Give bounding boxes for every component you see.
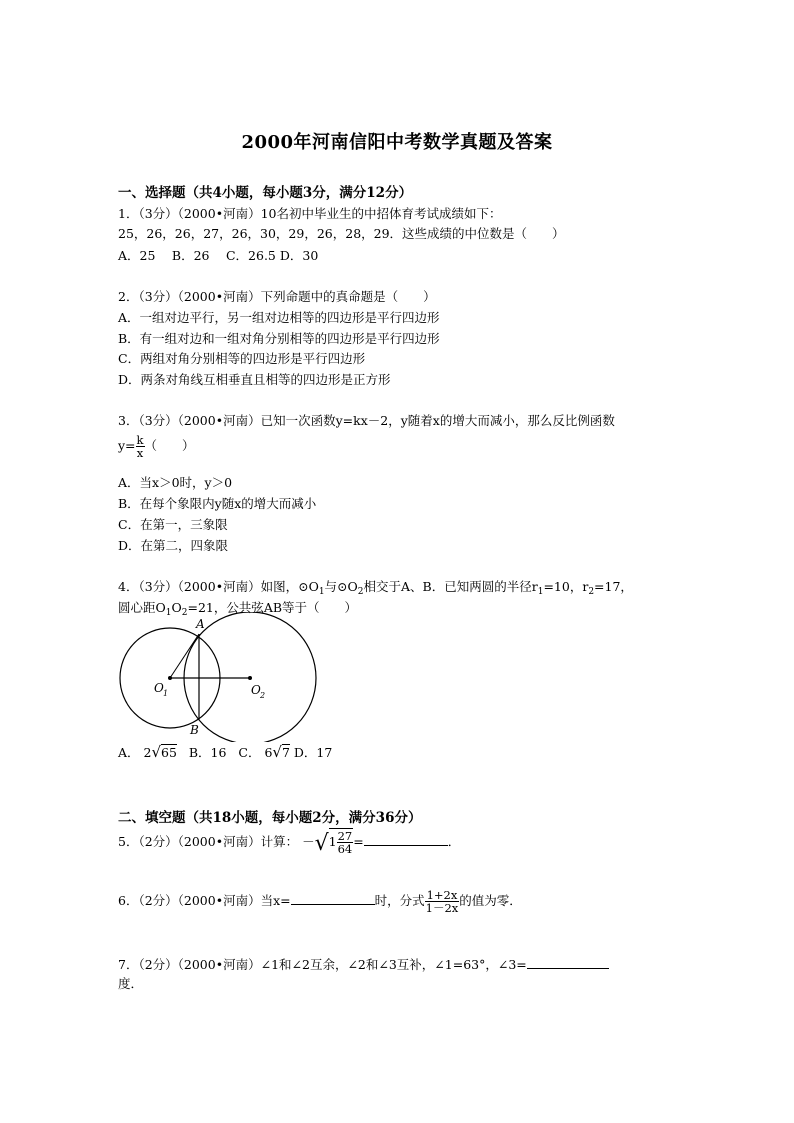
q4-opt-c-value: [264, 745, 289, 760]
section-heading-fill: 二、填空题（共18小题，每小题2分，满分36分）: [118, 810, 422, 826]
q4-sub: 1: [537, 587, 544, 597]
q5-answer-blank[interactable]: [364, 833, 448, 846]
q4-stem-part: =17，: [594, 579, 633, 594]
q1-stem-scores: 25，26，26，27，26，30，29，26，28，29．这些成绩的中位数是（ ）: [118, 226, 565, 241]
q3-option-a: A．当x＞0时，y＞0: [118, 475, 233, 490]
q3-stem: 3．（3分）（2000•河南）已知一次函数y=kx－2，y随着x的增大而减小，那么反比例函数: [118, 413, 615, 428]
center-point-o1: [168, 676, 172, 680]
q4-stem-part: =10，r: [543, 579, 589, 594]
q4-options: [118, 743, 332, 761]
q4-opt-c-radicand: 7: [281, 745, 290, 760]
q3-paren: （ ）: [144, 438, 195, 454]
q2-stem: 2．（3分）（2000•河南）下列命题中的真命题是（ ）: [118, 289, 436, 304]
q4-opt-c-label: C．: [238, 745, 261, 760]
q2-option-c: C．两组对角分别相等的四边形是平行四边形: [118, 351, 366, 366]
q4-opt-c-coef: 6: [264, 745, 273, 760]
q4-circles-figure: [112, 612, 327, 742]
q4-opt-a-coef: 2: [143, 745, 152, 760]
q4-stem-part: 4．（3分）（2000•河南）如图，⊙O: [118, 579, 319, 594]
q5-frac-den: 64: [337, 842, 353, 857]
q4-opt-a-label: A．: [118, 745, 140, 760]
q4-stem: [118, 577, 633, 597]
label-o2-sub: 2: [260, 691, 266, 700]
q4-opt-a-value: [144, 745, 177, 760]
q3-frac-num: k: [136, 433, 144, 447]
q4-stem-part: 圆心距O: [118, 600, 166, 615]
sqrt-icon: √: [151, 743, 162, 761]
q4-stem-part: =21，公共弦AB等于（ ）: [187, 600, 358, 615]
q4-stem-part: O: [171, 600, 182, 615]
page-title: 2000年河南信阳中考数学真题及答案: [241, 132, 553, 153]
q4-sub: 2: [181, 608, 188, 618]
q7-answer-blank[interactable]: [527, 956, 609, 969]
q3-frac-den: x: [136, 446, 144, 461]
q5-eq: =: [353, 834, 364, 850]
q4-stem-part: 相交于A、B．已知两圆的半径r: [363, 579, 538, 594]
center-point-o2: [248, 676, 252, 680]
q5-fraction: [337, 830, 354, 855]
q5-frac-num: 27: [337, 829, 353, 843]
q4-opt-b: B．16: [188, 745, 227, 760]
q6-mid: 时，分式: [374, 893, 425, 909]
q3-option-b: B．在每个象限内y随x的增大而减小: [118, 496, 317, 511]
q3-fraction: [136, 434, 145, 459]
sqrt-icon: √: [272, 743, 282, 761]
q6-line: [118, 889, 522, 914]
q5-end: ．: [447, 834, 461, 850]
q5-line: [118, 828, 460, 856]
q4-sub: 1: [165, 608, 172, 618]
q4-opt-d: D．17: [293, 745, 333, 760]
q5-radicand: [329, 828, 354, 855]
q2-option-a: A．一组对边平行，另一组对边相等的四边形是平行四边形: [118, 310, 440, 325]
q4-sub: 2: [588, 587, 595, 597]
q4-stem-part: 与⊙O: [324, 579, 358, 594]
q6-stem: 6．（2分）（2000•河南）当x=: [118, 893, 291, 909]
q7-line2: 度．: [118, 976, 144, 991]
q5-stem: 5．（2分）（2000•河南）计算：: [118, 834, 299, 850]
q3-function: [118, 434, 195, 459]
q4-opt-a-radicand: 65: [161, 745, 177, 760]
q4-sub: 2: [357, 587, 364, 597]
label-b: B: [190, 723, 199, 737]
sqrt-icon: √: [314, 831, 329, 857]
q2-option-d: D．两条对角线互相垂直且相等的四边形是正方形: [118, 372, 391, 387]
label-a: A: [196, 617, 205, 631]
q2-option-b: B．有一组对边和一组对角分别相等的四边形是平行四边形: [118, 331, 440, 346]
label-o1: O: [154, 681, 164, 695]
q4-sub: 1: [318, 587, 325, 597]
q6-frac-den: 1－2x: [425, 901, 459, 916]
q3-option-d: D．在第二，四象限: [118, 538, 229, 553]
q1-options: A．25 B．26 C．26.5 D．30: [118, 248, 319, 263]
label-o2: O: [251, 683, 261, 697]
q6-end: 的值为零．: [459, 893, 522, 909]
q6-fraction: [425, 889, 460, 914]
q5-minus: －: [302, 834, 315, 850]
section-heading-choice: 一、选择题（共4小题，每小题3分，满分12分）: [118, 185, 413, 201]
q3-option-c: C．在第一，三象限: [118, 517, 228, 532]
q7-line: [118, 955, 609, 973]
label-o1-sub: 1: [163, 689, 169, 698]
q6-answer-blank[interactable]: [291, 892, 375, 905]
q6-frac-num: 1+2x: [426, 888, 458, 902]
q1-stem: 1．（3分）（2000•河南）10名初中毕业生的中招体育考试成绩如下：: [118, 206, 502, 221]
q7-stem: 7．（2分）（2000•河南）∠1和∠2互余，∠2和∠3互补，∠1=63°，∠3=: [118, 957, 527, 972]
q5-whole: 1: [328, 834, 337, 850]
q3-y-prefix: y=: [118, 438, 136, 454]
